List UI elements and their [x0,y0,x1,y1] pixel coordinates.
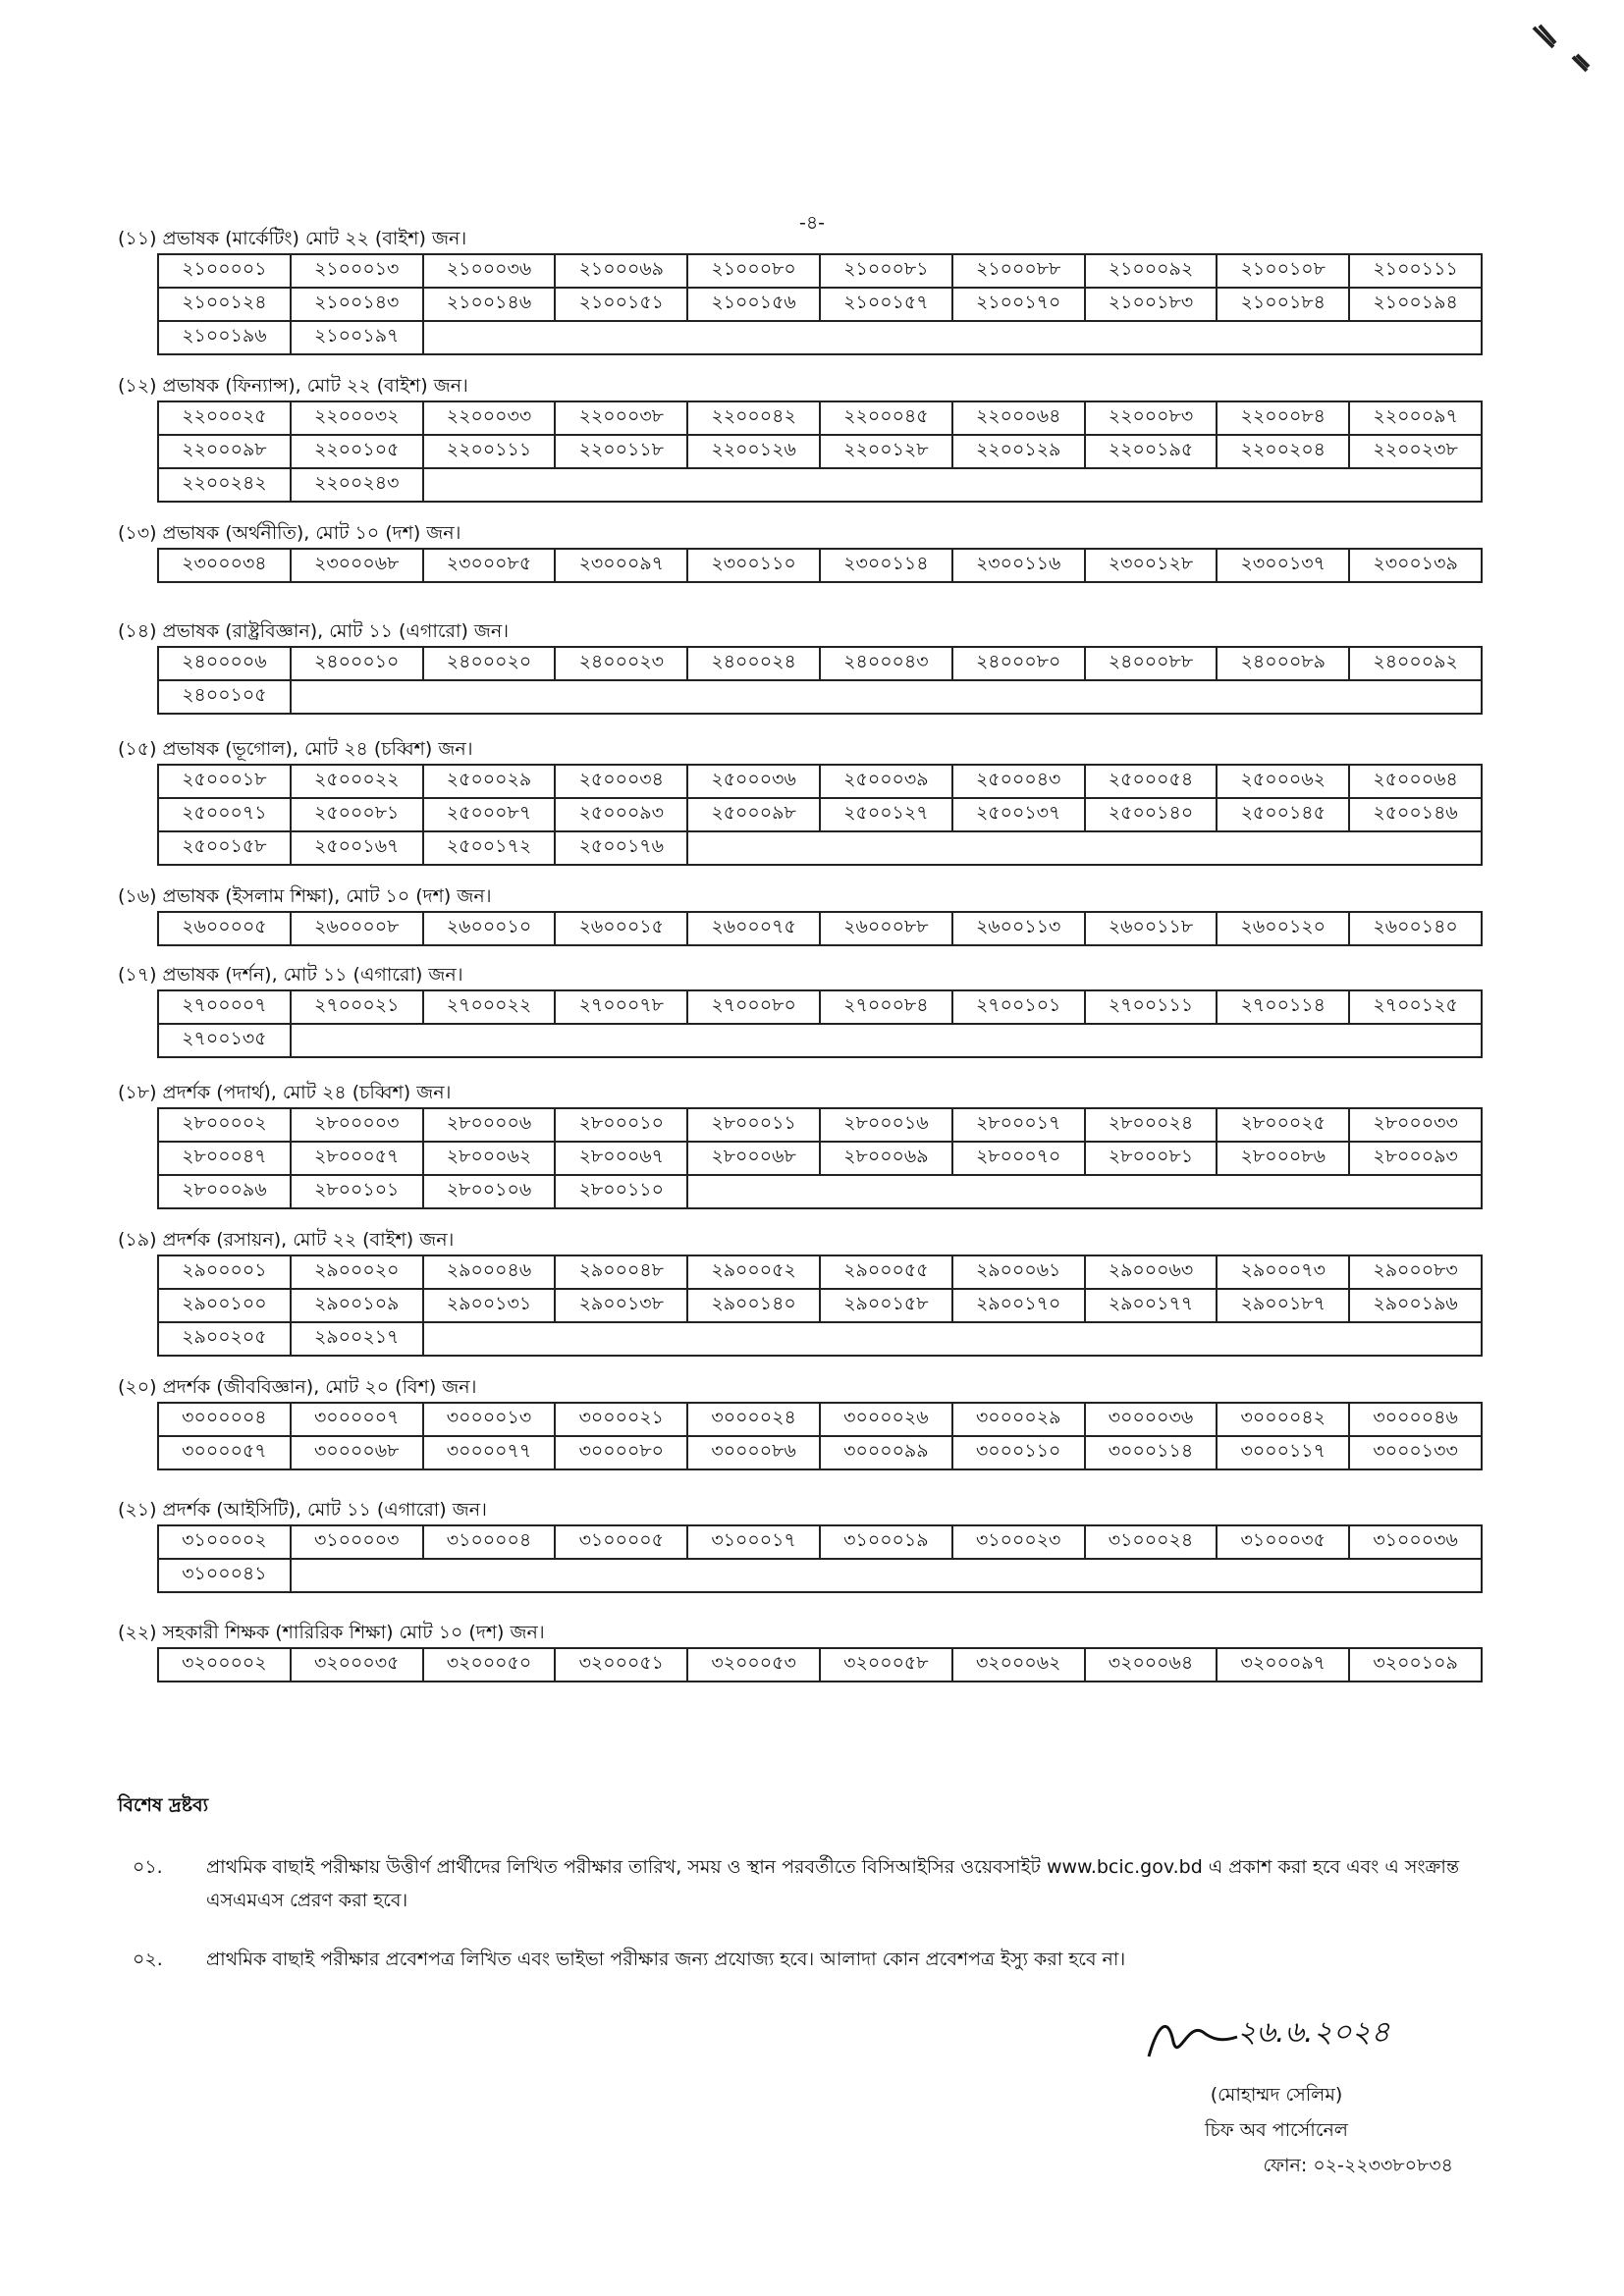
roll-number-cell: ২২০০১২৯ [952,435,1085,468]
roll-number-cell: ২৯০০০৬৩ [1085,1255,1218,1289]
roll-number-cell: ৩১০০০০৫ [555,1525,687,1559]
section-title: (২০) প্রদর্শক (জীববিজ্ঞান), মোট ২০ (বিশ) জন। [118,1376,477,1398]
table-row [158,647,1482,680]
section-block [118,371,1458,503]
roll-number-cell: ২৮০০০৯৩ [1349,1142,1482,1175]
table-row [158,288,1482,321]
roll-number-cell: ২২০০০৩৩ [423,401,556,435]
section-title: (১১) প্রভাষক (মার্কেটিং) মোট ২২ (বাইশ) জন। [118,228,467,249]
roll-number-cell: ২৫০০১৭৬ [555,831,687,865]
signature-scribble [1129,2002,1424,2071]
roll-number-cell: ৩০০০০৬৮ [291,1436,423,1469]
roll-number-cell: ২৫০০১৭২ [423,831,556,865]
id-table [157,1255,1483,1357]
roll-number-cell: ২৯০০১৪০ [687,1289,820,1322]
section-block [118,1372,1458,1470]
roll-number-cell: ২৪০০০৮৮ [1085,647,1218,680]
roll-number-cell: ২৩০০১১০ [687,549,820,582]
table-row [158,765,1482,798]
roll-number-cell: ২৮০০০০৩ [291,1108,423,1142]
note-text: প্রাথমিক বাছাই পরীক্ষায় উত্তীর্ণ প্রার্থীদের লিখিত পরীক্ষার তারিখ, সময় ও স্থান পরবর্তীতে বিসিআইসির ওয়েবসাইট www.bcic.gov.bd এ প্রকাশ করা হবে এবং এ সংক্রান্ত এসএমএস প্রেরণ করা হবে। [206,1856,1460,1911]
table-row [158,798,1482,831]
signature-block [1100,2002,1453,2183]
roll-number-cell: ২৫০০০৬৪ [1349,765,1482,798]
section-title: (১২) প্রভাষক (ফিন্যান্স), মোট ২২ (বাইশ) জন। [118,375,468,397]
empty-cell [291,1024,1482,1057]
table-row [158,1108,1482,1142]
roll-number-cell: ২৪০০০৮৯ [1217,647,1349,680]
roll-number-cell: ২৭০০১১১ [1085,990,1218,1024]
roll-number-cell: ২৫০০০৪৩ [952,765,1085,798]
id-table [157,646,1483,715]
section-block [118,1495,1458,1593]
table-row [158,321,1482,354]
roll-number-cell: ২৭০০০২২ [423,990,556,1024]
roll-number-cell: ২২০০১১১ [423,435,556,468]
roll-number-cell: ২২০০০৬৪ [952,401,1085,435]
roll-number-cell: ২৮০০১০৬ [423,1175,556,1208]
table-row [158,1403,1482,1436]
roll-number-cell: ২১০০১২৪ [158,288,291,321]
id-table [157,400,1483,503]
empty-cell [423,321,1482,354]
section-title: (২২) সহকারী শিক্ষক (শারিরিক শিক্ষা) মোট ১০ (দশ) জন। [118,1622,545,1643]
section-title: (১৬) প্রভাষক (ইসলাম শিক্ষা), মোট ১০ (দশ) জন। [118,885,492,907]
roll-number-cell: ২৮০০০৫৭ [291,1142,423,1175]
roll-number-cell: ২৮০০০১১ [687,1108,820,1142]
roll-number-cell: ২২০০০৩৮ [555,401,687,435]
roll-number-cell: ২৮০০০৮১ [1085,1142,1218,1175]
roll-number-cell: ২১০০১৮৪ [1217,288,1349,321]
roll-number-cell: ২৫০০০৯৩ [555,798,687,831]
roll-number-cell: ২৯০০১৯৬ [1349,1289,1482,1322]
section-block [118,518,1458,583]
roll-number-cell: ২৫০০১৪৫ [1217,798,1349,831]
id-table [157,253,1483,355]
roll-number-cell: ২৫০০০৩৯ [820,765,952,798]
roll-number-cell: ২২০০০৮৩ [1085,401,1218,435]
roll-number-cell: ২৮০০১০১ [291,1175,423,1208]
roll-number-cell: ২৯০০১৭০ [952,1289,1085,1322]
roll-number-cell: ৩১০০০০৩ [291,1525,423,1559]
roll-number-cell: ২৩০০০৩৪ [158,549,291,582]
roll-number-cell: ২৩০০১১৬ [952,549,1085,582]
roll-number-cell: ২১০০১৯৬ [158,321,291,354]
table-row [158,912,1482,945]
roll-number-cell: ৩২০০০৫৮ [820,1648,952,1682]
roll-number-cell: ২৬০০০৮৮ [820,912,952,945]
section-block [118,1078,1458,1209]
roll-number-cell: ২৬০০০৭৫ [687,912,820,945]
id-table [157,1107,1483,1209]
roll-number-cell: ২৯০০১০৯ [291,1289,423,1322]
empty-cell [687,831,1482,865]
roll-number-cell: ৩২০০০৫০ [423,1648,556,1682]
roll-number-cell: ২৯০০১৩৮ [555,1289,687,1322]
roll-number-cell: ২১০০১০৮ [1217,254,1349,288]
signature-date: ২৬.৬.২০২৪ [1237,2015,1390,2050]
roll-number-cell: ৩০০০০০৪ [158,1403,291,1436]
id-table [157,764,1483,866]
roll-number-cell: ৩০০০১১০ [952,1436,1085,1469]
id-table [157,1402,1483,1470]
roll-number-cell: ২১০০১৪৩ [291,288,423,321]
roll-number-cell: ৩০০০১১৭ [1217,1436,1349,1469]
roll-number-cell: ২৭০০০৮০ [687,990,820,1024]
roll-number-cell: ২৭০০১৩৫ [158,1024,291,1057]
section-block [118,960,1458,1058]
table-row [158,1436,1482,1469]
roll-number-cell: ২১০০০১৩ [291,254,423,288]
roll-number-cell: ৩০০০০২৪ [687,1403,820,1436]
roll-number-cell: ২৩০০০৯৭ [555,549,687,582]
roll-number-cell: ২৭০০০০৭ [158,990,291,1024]
roll-number-cell: ২২০০২৪২ [158,468,291,502]
roll-number-cell: ২৬০০০১০ [423,912,556,945]
roll-number-cell: ৩০০০১৩৩ [1349,1436,1482,1469]
table-row [158,680,1482,714]
roll-number-cell: ২২০০০৮৪ [1217,401,1349,435]
roll-number-cell: ২৯০০০৮৩ [1349,1255,1482,1289]
id-table [157,989,1483,1058]
roll-number-cell: ২১০০০৯২ [1085,254,1218,288]
roll-number-cell: ৩০০০০৪২ [1217,1403,1349,1436]
roll-number-cell: ২৮০০০২৪ [1085,1108,1218,1142]
roll-number-cell: ২৪০০০২৩ [555,647,687,680]
roll-number-cell: ২৫০০০২৯ [423,765,556,798]
roll-number-cell: ২৭০০১২৫ [1349,990,1482,1024]
roll-number-cell: ২৫০০০৮১ [291,798,423,831]
roll-number-cell: ২১০০১৯৪ [1349,288,1482,321]
roll-number-cell: ২৯০০০৬১ [952,1255,1085,1289]
note-number: ০১. [133,1856,163,1878]
roll-number-cell: ২৮০০০১৭ [952,1108,1085,1142]
roll-number-cell: ২৮০০০২৫ [1217,1108,1349,1142]
roll-number-cell: ২১০০১৫৬ [687,288,820,321]
table-row [158,435,1482,468]
roll-number-cell: ২৬০০১৪০ [1349,912,1482,945]
signatory-designation: চিফ অব পার্সোনেল [1205,2119,1348,2141]
roll-number-cell: ৩০০০০৮০ [555,1436,687,1469]
table-row [158,1648,1482,1682]
table-row [158,401,1482,435]
roll-number-cell: ২৩০০১৩৭ [1217,549,1349,582]
roll-number-cell: ৩০০০০৯৯ [820,1436,952,1469]
roll-number-cell: ২৯০০০২০ [291,1255,423,1289]
roll-number-cell: ২১০০১৭০ [952,288,1085,321]
roll-number-cell: ২৩০০১৩৯ [1349,549,1482,582]
empty-cell [291,680,1482,714]
roll-number-cell: ২৭০০১০১ [952,990,1085,1024]
roll-number-cell: ২১০০১৫১ [555,288,687,321]
page-number: -৪- [798,212,826,234]
signatory-phone: ফোন: ০২-২২৩৩৮০৮৩৪ [1263,2155,1453,2176]
roll-number-cell: ২৯০০১৫৮ [820,1289,952,1322]
section-block [118,1618,1458,1682]
roll-number-cell: ২৭০০০৮৪ [820,990,952,1024]
roll-number-cell: ২২০০০৯৮ [158,435,291,468]
roll-number-cell: ৩২০০০৩৫ [291,1648,423,1682]
roll-number-cell: ২৯০০১৩১ [423,1289,556,1322]
id-table [157,548,1483,583]
roll-number-cell: ২৮০০০১০ [555,1108,687,1142]
section-title: (১৪) প্রভাষক (রাষ্ট্রবিজ্ঞান), মোট ১১ (এগারো) জন। [118,620,510,642]
handwritten-mark [1526,20,1595,79]
roll-number-cell: ২৫০০১৬৭ [291,831,423,865]
roll-number-cell: ২৫০০০৬২ [1217,765,1349,798]
roll-number-cell: ২৫০০১৩৭ [952,798,1085,831]
roll-number-cell: ২৬০০১১৮ [1085,912,1218,945]
roll-number-cell: ৩১০০০৪১ [158,1559,291,1592]
roll-number-cell: ৩২০০০৫৩ [687,1648,820,1682]
id-table [157,911,1483,946]
roll-number-cell: ২১০০০৮০ [687,254,820,288]
section-title: (২১) প্রদর্শক (আইসিটি), মোট ১১ (এগারো) জন। [118,1499,487,1521]
table-row [158,1322,1482,1356]
roll-number-cell: ৩০০০১১৪ [1085,1436,1218,1469]
roll-number-cell: ২৮০০০০২ [158,1108,291,1142]
roll-number-cell: ২৮০০০৬৯ [820,1142,952,1175]
roll-number-cell: ২৫০০১৪৬ [1349,798,1482,831]
roll-number-cell: ৩০০০০৮৬ [687,1436,820,1469]
roll-number-cell: ২৪০০০৮০ [952,647,1085,680]
roll-number-cell: ৩২০০০০২ [158,1648,291,1682]
roll-number-cell: ২৩০০১২৮ [1085,549,1218,582]
roll-number-cell: ২৮০০০৬৮ [687,1142,820,1175]
roll-number-cell: ২৮০০০৮৬ [1217,1142,1349,1175]
roll-number-cell: ২৮০০০৯৬ [158,1175,291,1208]
roll-number-cell: ২১০০১৯৭ [291,321,423,354]
roll-number-cell: ২৬০০১২০ [1217,912,1349,945]
section-title: (১৭) প্রভাষক (দর্শন), মোট ১১ (এগারো) জন। [118,964,463,986]
roll-number-cell: ২৯০০২১৭ [291,1322,423,1356]
roll-number-cell: ২১০০১৪৬ [423,288,556,321]
roll-number-cell: ৩১০০০৩৬ [1349,1525,1482,1559]
empty-cell [291,1559,1482,1592]
roll-number-cell: ২৪০০০৯২ [1349,647,1482,680]
roll-number-cell: ২৮০০০৪৭ [158,1142,291,1175]
roll-number-cell: ২৬০০১১৩ [952,912,1085,945]
roll-number-cell: ৩২০০১০৯ [1349,1648,1482,1682]
table-row [158,468,1482,502]
roll-number-cell: ২৯০০১০০ [158,1289,291,1322]
roll-number-cell: ২৫০০০৯৮ [687,798,820,831]
table-row [158,254,1482,288]
section-title: (১৮) প্রদর্শক (পদার্থ), মোট ২৪ (চব্বিশ) জন। [118,1082,452,1103]
roll-number-cell: ৩০০০০১৩ [423,1403,556,1436]
roll-number-cell: ২৯০০২০৫ [158,1322,291,1356]
roll-number-cell: ২৩০০১১৪ [820,549,952,582]
roll-number-cell: ২৫০০১৫৮ [158,831,291,865]
roll-number-cell: ৩১০০০২৩ [952,1525,1085,1559]
roll-number-cell: ৩১০০০১৭ [687,1525,820,1559]
empty-cell [687,1175,1482,1208]
roll-number-cell: ৩০০০০২৯ [952,1403,1085,1436]
roll-number-cell: ৩০০০০২১ [555,1403,687,1436]
roll-number-cell: ৩২০০০৬২ [952,1648,1085,1682]
section-block [118,881,1458,946]
roll-number-cell: ২৪০০০২০ [423,647,556,680]
roll-number-cell: ২৮০০০০৬ [423,1108,556,1142]
roll-number-cell: ৩০০০০২৬ [820,1403,952,1436]
roll-number-cell: ২৫০০১২৭ [820,798,952,831]
table-row [158,831,1482,865]
roll-number-cell: ২৫০০১৪০ [1085,798,1218,831]
roll-number-cell: ২৯০০০৭৩ [1217,1255,1349,1289]
roll-number-cell: ২১০০১১১ [1349,254,1482,288]
note-number: ০২. [133,1949,163,1970]
empty-cell [423,468,1482,502]
id-table [157,1524,1483,1593]
roll-number-cell: ২৫০০০২২ [291,765,423,798]
roll-number-cell: ২৯০০১৭৭ [1085,1289,1218,1322]
roll-number-cell: ২৯০০০৫৫ [820,1255,952,1289]
roll-number-cell: ২১০০০৮৮ [952,254,1085,288]
roll-number-cell: ২৬০০০১৫ [555,912,687,945]
section-title: (১৩) প্রভাষক (অর্থনীতি), মোট ১০ (দশ) জন। [118,522,461,544]
roll-number-cell: ২২০০২০৪ [1217,435,1349,468]
notes-heading: বিশেষ দ্রষ্টব্য [118,1794,209,1816]
roll-number-cell: ২৩০০০৮৫ [423,549,556,582]
table-row [158,549,1482,582]
roll-number-cell: ২৮০০০৭০ [952,1142,1085,1175]
roll-number-cell: ২৪০০০১০ [291,647,423,680]
roll-number-cell: ২২০০১৯৫ [1085,435,1218,468]
roll-number-cell: ২২০০১০৫ [291,435,423,468]
roll-number-cell: ২৫০০০৩৪ [555,765,687,798]
roll-number-cell: ২৯০০০৫২ [687,1255,820,1289]
roll-number-cell: ২৫০০০৮৭ [423,798,556,831]
roll-number-cell: ২৮০০০৩৩ [1349,1108,1482,1142]
roll-number-cell: ২২০০০২৫ [158,401,291,435]
roll-number-cell: ২৭০০১১৪ [1217,990,1349,1024]
roll-number-cell: ২৫০০০৭১ [158,798,291,831]
roll-number-cell: ২৫০০০৩৬ [687,765,820,798]
roll-number-cell: ৩০০০০৪৬ [1349,1403,1482,1436]
table-row [158,1024,1482,1057]
section-title: (১৫) প্রভাষক (ভূগোল), মোট ২৪ (চব্বিশ) জন। [118,738,473,760]
table-row [158,1525,1482,1559]
table-row [158,1175,1482,1208]
roll-number-cell: ২২০০০৪৫ [820,401,952,435]
roll-number-cell: ৩২০০০৫১ [555,1648,687,1682]
roll-number-cell: ৩২০০০৯৭ [1217,1648,1349,1682]
roll-number-cell: ২৮০০০১৬ [820,1108,952,1142]
roll-number-cell: ২২০০২৪৩ [291,468,423,502]
note-text: প্রাথমিক বাছাই পরীক্ষার প্রবেশপত্র লিখিত এবং ভাইভা পরীক্ষার জন্য প্রযোজ্য হবে। আলাদা কোন প্রবেশপত্র ইস্যু করা হবে না। [206,1949,1126,1970]
roll-number-cell: ২৯০০১৮৭ [1217,1289,1349,1322]
roll-number-cell: ৩১০০০০৪ [423,1525,556,1559]
section-block [118,734,1458,866]
section-block [118,616,1458,715]
note-item [133,1943,1532,1976]
roll-number-cell: ৩১০০০০২ [158,1525,291,1559]
roll-number-cell: ২৬০০০০৫ [158,912,291,945]
roll-number-cell: ৩০০০০৭৭ [423,1436,556,1469]
roll-number-cell: ২৯০০০৪৮ [555,1255,687,1289]
roll-number-cell: ২৬০০০০৮ [291,912,423,945]
signatory-name: (মোহাম্মদ সেলিম) [1210,2084,1343,2106]
roll-number-cell: ২১০০১৮৩ [1085,288,1218,321]
roll-number-cell: ২৭০০০৭৮ [555,990,687,1024]
section-block [118,1225,1458,1357]
roll-number-cell: ২২০০০৯৭ [1349,401,1482,435]
id-table [157,1647,1483,1682]
roll-number-cell: ২২০০০৪২ [687,401,820,435]
roll-number-cell: ৩০০০০৩৬ [1085,1403,1218,1436]
roll-number-cell: ৩১০০০২৪ [1085,1525,1218,1559]
roll-number-cell: ২১০০০০১ [158,254,291,288]
roll-number-cell: ২২০০১২৬ [687,435,820,468]
table-row [158,1255,1482,1289]
roll-number-cell: ৩০০০০০৭ [291,1403,423,1436]
roll-number-cell: ৩২০০০৬৪ [1085,1648,1218,1682]
roll-number-cell: ২২০০২৩৮ [1349,435,1482,468]
roll-number-cell: ২৪০০০২৪ [687,647,820,680]
notes-block [118,1791,1532,2002]
section-title: (১৯) প্রদর্শক (রসায়ন), মোট ২২ (বাইশ) জন। [118,1229,455,1251]
table-row [158,1289,1482,1322]
section-block [118,224,1458,355]
roll-number-cell: ২৯০০০০১ [158,1255,291,1289]
roll-number-cell: ২৮০০০৬৭ [555,1142,687,1175]
roll-number-cell: ৩০০০০৫৭ [158,1436,291,1469]
roll-number-cell: ২৮০০০৬২ [423,1142,556,1175]
roll-number-cell: ৩১০০০১৯ [820,1525,952,1559]
table-row [158,1559,1482,1592]
roll-number-cell: ২৮০০১১০ [555,1175,687,1208]
note-item [133,1850,1532,1917]
roll-number-cell: ২১০০০৬৯ [555,254,687,288]
table-row [158,1142,1482,1175]
roll-number-cell: ২৫০০০১৮ [158,765,291,798]
roll-number-cell: ২২০০১২৮ [820,435,952,468]
empty-cell [423,1322,1482,1356]
roll-number-cell: ২৩০০০৬৮ [291,549,423,582]
roll-number-cell: ২৫০০০৫৪ [1085,765,1218,798]
roll-number-cell: ২৯০০০৪৬ [423,1255,556,1289]
roll-number-cell: ২১০০০৩৬ [423,254,556,288]
table-row [158,990,1482,1024]
roll-number-cell: ২৪০০১০৫ [158,680,291,714]
roll-number-cell: ২১০০১৫৭ [820,288,952,321]
roll-number-cell: ২৪০০০৪৩ [820,647,952,680]
roll-number-cell: ২২০০১১৮ [555,435,687,468]
roll-number-cell: ৩১০০০৩৫ [1217,1525,1349,1559]
roll-number-cell: ২৭০০০২১ [291,990,423,1024]
roll-number-cell: ২২০০০৩২ [291,401,423,435]
roll-number-cell: ২১০০০৮১ [820,254,952,288]
roll-number-cell: ২৪০০০০৬ [158,647,291,680]
